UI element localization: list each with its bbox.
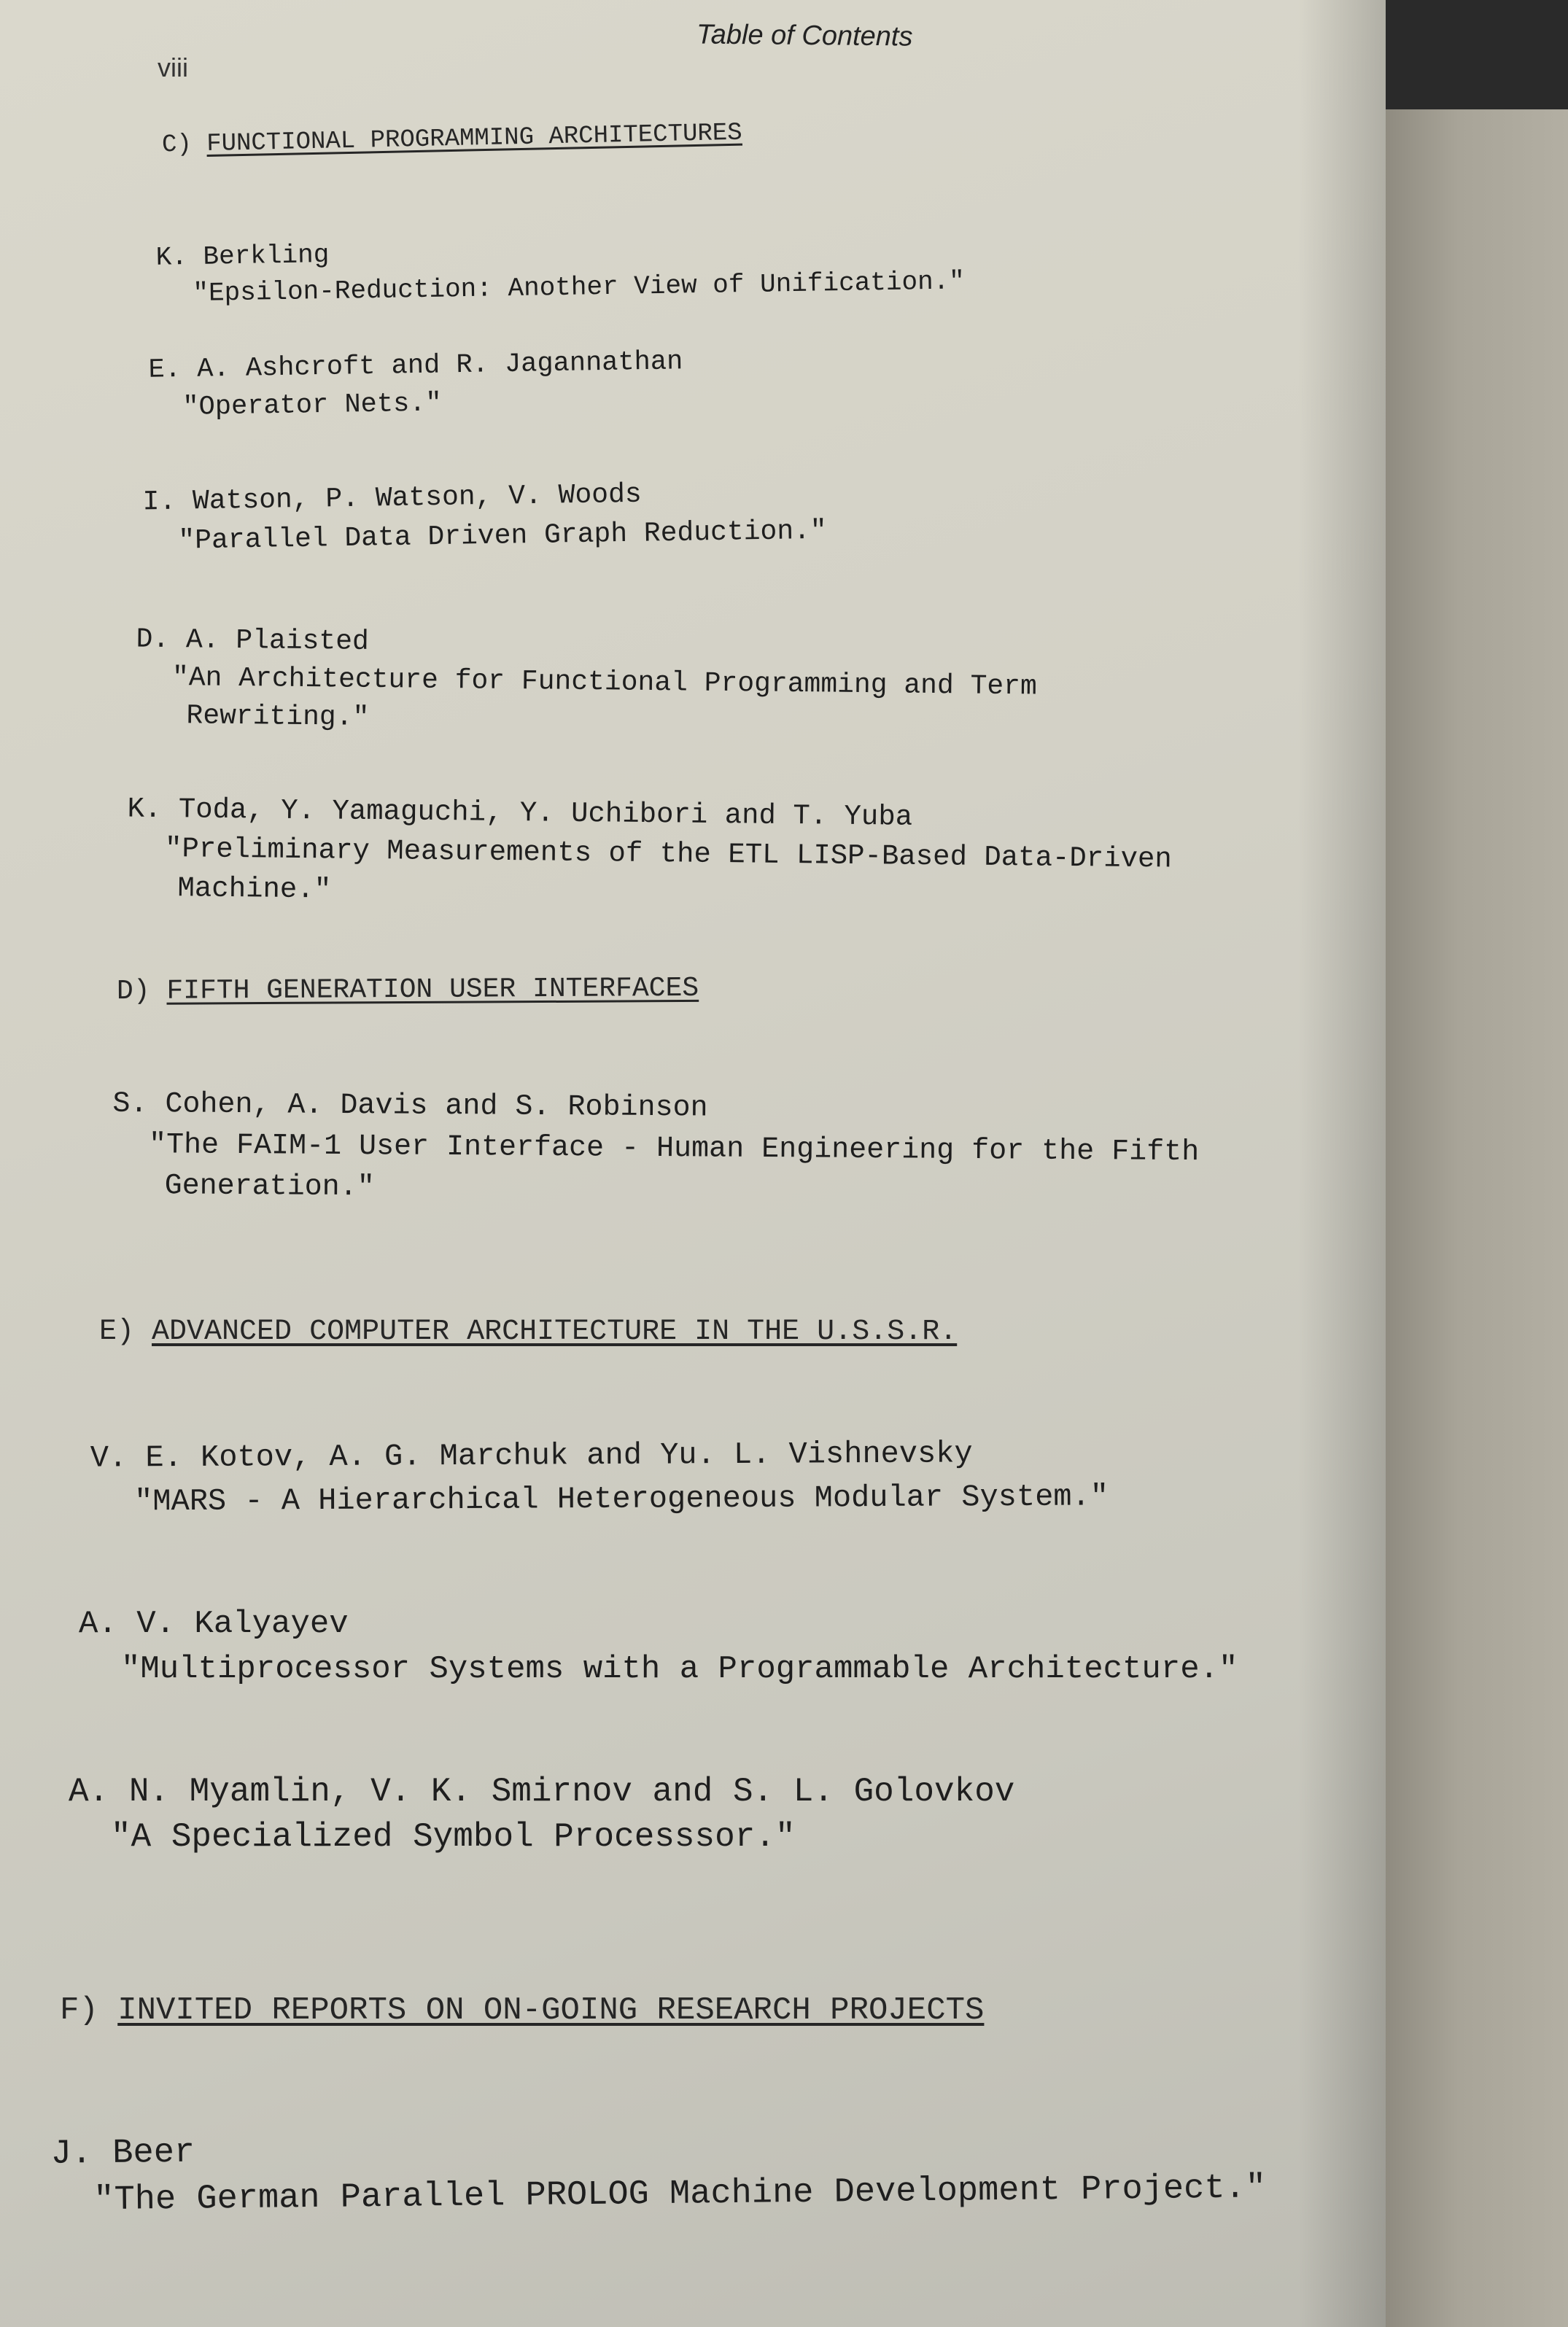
toc-entry bbox=[148, 343, 683, 427]
entry-title: "The German Parallel PROLOG Machine Development Project." bbox=[93, 2169, 1267, 2221]
adjacent-page-edge bbox=[1386, 109, 1568, 2327]
section-heading-d bbox=[117, 973, 699, 1007]
entry-authors: A. V. Kalyayev bbox=[79, 1606, 349, 1642]
toc-entry bbox=[135, 621, 1037, 745]
section-heading-f bbox=[60, 1992, 984, 2029]
entry-authors: V. E. Kotov, A. G. Marchuk and Yu. L. Vishnevsky bbox=[90, 1436, 973, 1476]
section-label: C) bbox=[161, 131, 193, 160]
entry-title: "A Specialized Symbol Processsor." bbox=[111, 1818, 796, 1856]
toc-entry bbox=[69, 1769, 1014, 1860]
section-title: INVITED REPORTS ON ON-GOING RESEARCH PROJECTS bbox=[117, 1992, 985, 2029]
entry-authors: K. Toda, Y. Yamaguchi, Y. Uchibori and T. Yuba bbox=[127, 793, 913, 834]
section-label: D) bbox=[116, 975, 150, 1008]
section-title: ADVANCED COMPUTER ARCHITECTURE IN THE U.S.S.R. bbox=[152, 1316, 958, 1348]
entry-title: "Preliminary Measurements of the ETL LISP-Based Data-Driven bbox=[164, 833, 1173, 876]
toc-entry bbox=[90, 1431, 1109, 1523]
entry-authors: S. Cohen, A. Davis and S. Robinson bbox=[112, 1087, 708, 1125]
section-title: FUNCTIONAL PROGRAMMING ARCHITECTURES bbox=[206, 119, 743, 159]
section-heading-e bbox=[99, 1316, 957, 1348]
section-title: FIFTH GENERATION USER INTERFACES bbox=[166, 972, 699, 1007]
entry-authors: K. Berkling bbox=[155, 239, 330, 273]
toc-entry bbox=[50, 2118, 1266, 2224]
entry-title: "Operator Nets." bbox=[182, 388, 442, 424]
toc-entry bbox=[155, 227, 965, 312]
toc-entry bbox=[112, 1084, 1199, 1214]
entry-authors: J. Beer bbox=[50, 2133, 195, 2174]
entry-title: "The FAIM-1 User Interface - Human Engineering for the Fifth bbox=[148, 1129, 1200, 1170]
entry-title-continued: Machine." bbox=[177, 872, 332, 906]
entry-title-continued: Rewriting." bbox=[186, 700, 370, 734]
entry-authors: A. N. Myamlin, V. K. Smirnov and S. L. Golovkov bbox=[69, 1773, 1015, 1811]
entry-title: "Multiprocessor Systems with a Programmable Architecture." bbox=[121, 1651, 1238, 1687]
entry-title: "An Architecture for Functional Programming and Term bbox=[171, 662, 1037, 703]
running-header: Table of Contents bbox=[696, 19, 913, 53]
entry-authors: E. A. Ashcroft and R. Jagannathan bbox=[148, 346, 683, 386]
toc-entry bbox=[142, 473, 827, 562]
section-label: F) bbox=[60, 1992, 98, 2029]
entry-title: "Epsilon-Reduction: Another View of Unification." bbox=[193, 266, 966, 308]
toc-entry bbox=[126, 790, 1172, 919]
toc-entry bbox=[79, 1601, 1238, 1692]
entry-title: "MARS - A Hierarchical Heterogeneous Modular System." bbox=[134, 1479, 1109, 1520]
entry-authors: D. A. Plaisted bbox=[136, 623, 370, 658]
entry-title-continued: Generation." bbox=[164, 1170, 375, 1205]
entry-authors: I. Watson, P. Watson, V. Woods bbox=[142, 478, 643, 518]
section-label: E) bbox=[99, 1316, 135, 1348]
entry-title: "Parallel Data Driven Graph Reduction." bbox=[178, 515, 828, 557]
page-number: viii bbox=[158, 53, 188, 82]
section-heading-c bbox=[162, 120, 742, 160]
